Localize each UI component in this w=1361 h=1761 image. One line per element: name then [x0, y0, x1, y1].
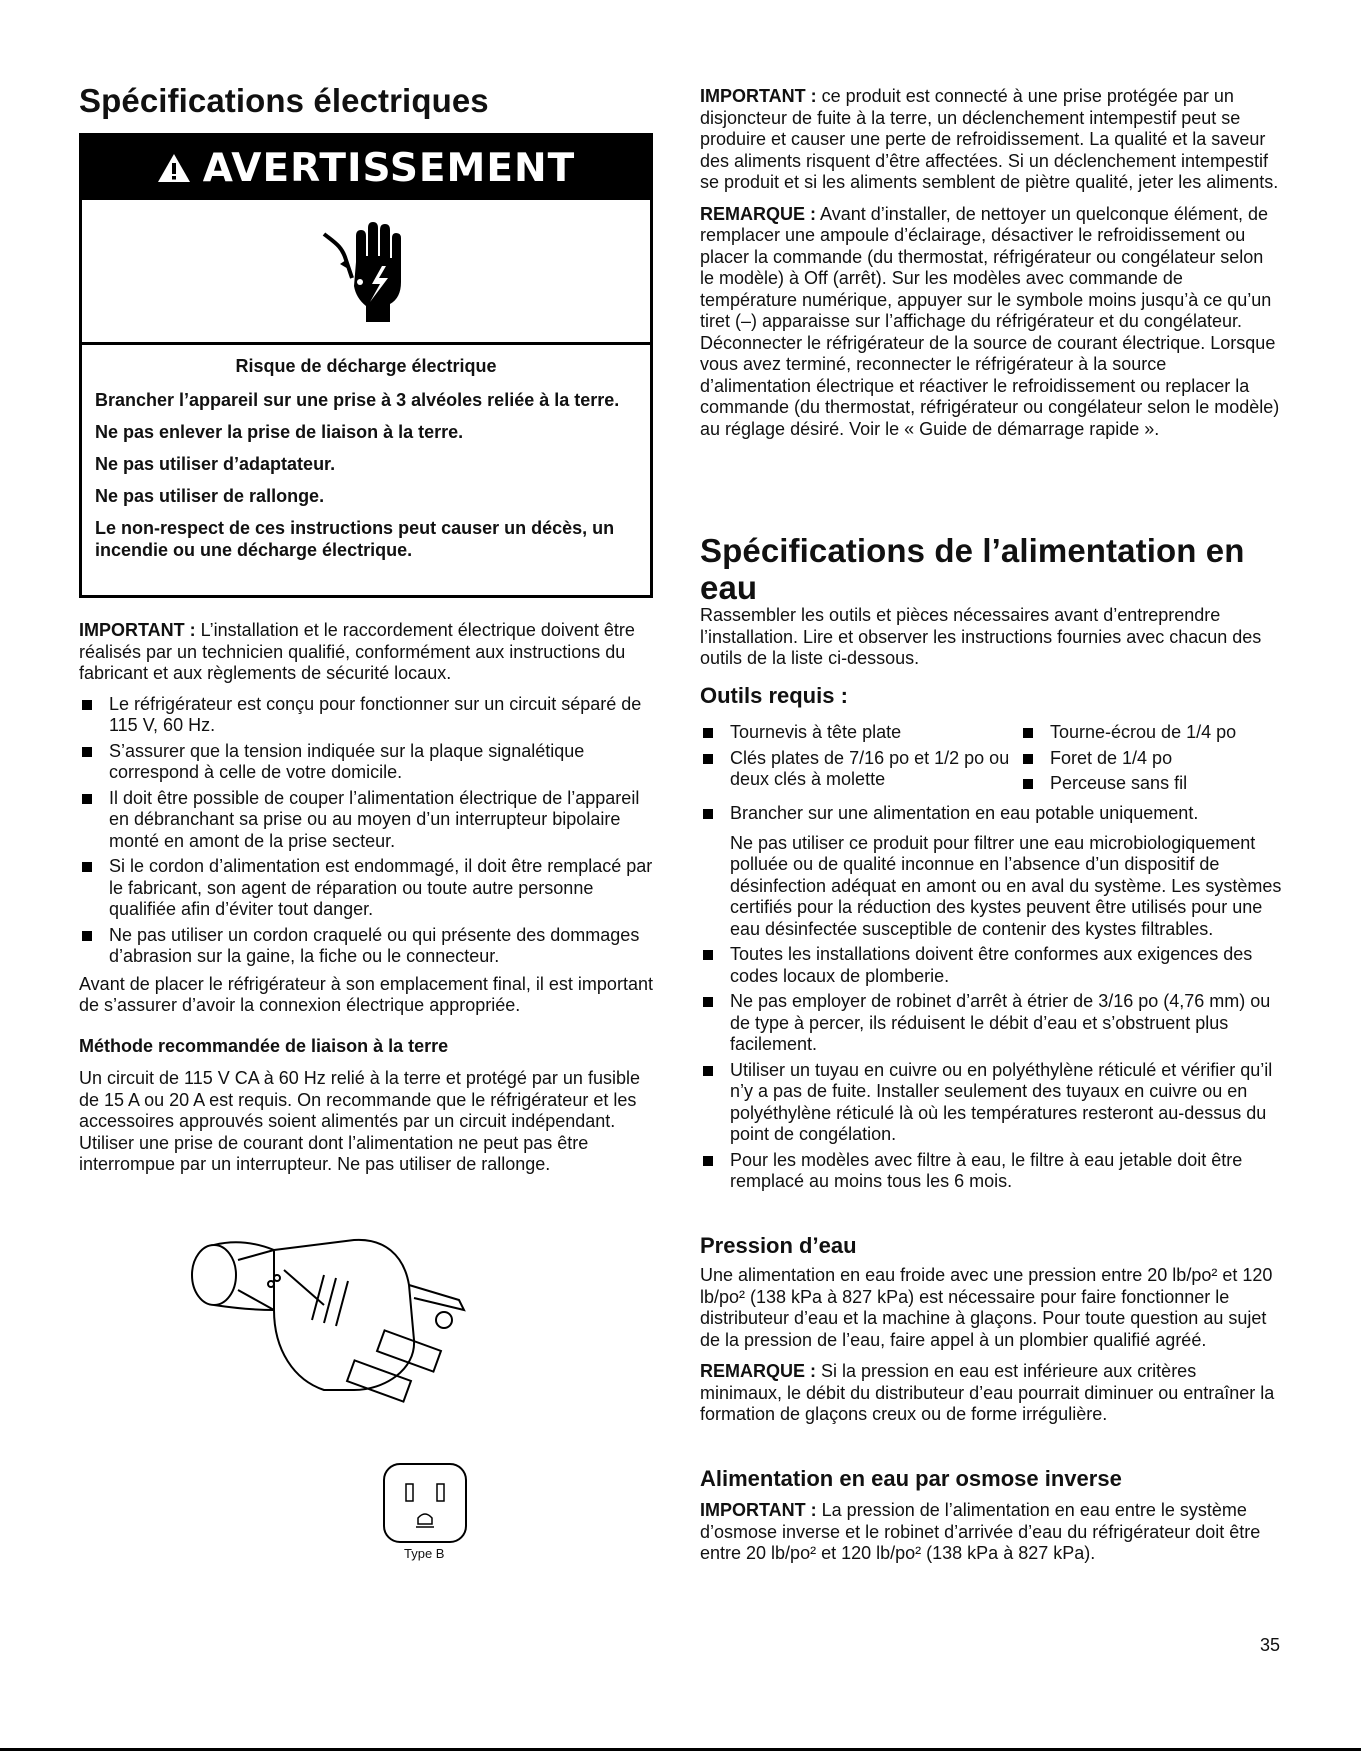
list-item: Tourne-écrou de 1/4 po	[1020, 722, 1282, 744]
warning-triangle-icon	[157, 153, 191, 183]
list-item: Si le cordon d’alimentation est endommagé, il doit être remplacé par le fabricant, son agent de réparation ou toute autre personne qualifiée afin d’éviter tout danger.	[79, 856, 657, 921]
water-bullet-list	[700, 803, 1282, 1197]
important-label: IMPORTANT :	[79, 620, 196, 640]
reverse-osmosis-paragraph	[700, 1500, 1270, 1565]
outlet-caption: Type B	[404, 1546, 445, 1561]
warning-header-text: AVERTISSEMENT	[202, 145, 576, 191]
list-item: Clés plates de 7/16 po et 1/2 po ou deux clés à molette	[700, 748, 1020, 791]
warning-text	[82, 345, 650, 561]
warning-line: Ne pas utiliser d’adaptateur.	[95, 454, 336, 474]
list-item: Foret de 1/4 po	[1020, 748, 1282, 770]
important-text: L’installation et le raccordement électrique doivent être réalisés par un technicien qualifié, conformément aux instructions du fabricant et aux règlements de sécurité locaux.	[79, 620, 635, 683]
warning-line: Ne pas enlever la prise de liaison à la terre.	[95, 422, 464, 442]
list-item: Perceuse sans fil	[1020, 773, 1282, 795]
pressure-body	[700, 1265, 1282, 1426]
page-number: 35	[1260, 1635, 1281, 1655]
warning-line: Brancher l’appareil sur une prise à 3 alvéoles reliée à la terre.	[95, 390, 620, 410]
list-item: Il doit être possible de couper l’alimentation électrique de l’appareil en débranchant sa prise ou au moyen d’un interrupteur bipolaire monté en amont de la prise secteur.	[79, 788, 657, 853]
list-item: Ne pas utiliser un cordon craquelé ou qui présente des dommages d’abrasion sur la gaine, la fiche ou le connecteur.	[79, 925, 657, 968]
pressure-remarque-paragraph	[700, 1361, 1282, 1426]
warning-header	[82, 136, 650, 200]
list-item: Tournevis à tête plate	[700, 722, 1020, 744]
remarque-label: REMARQUE :	[700, 1361, 816, 1381]
list-item: Pour les modèles avec filtre à eau, le filtre à eau jetable doit être remplacé au moins tous les 6 mois.	[700, 1150, 1282, 1193]
list-item-text: Brancher sur une alimentation en eau potable uniquement.	[730, 803, 1199, 823]
tools-column-1	[700, 722, 1020, 795]
electrical-bullet-list	[79, 694, 657, 968]
tools-title: Outils requis :	[700, 683, 848, 708]
hazard-symbol-area	[82, 200, 650, 345]
important-text: La pression de l’alimentation en eau entre le système d’osmose inverse et le robinet d’arrivée d’eau du réfrigérateur doit être entre 20 lb/po² et 120 lb/po² (138 kPa à 827 kPa).	[700, 1500, 1261, 1563]
outlet-type-b-icon	[382, 1462, 468, 1544]
pressure-title: Pression d’eau	[700, 1233, 857, 1258]
warning-line: Ne pas utiliser de rallonge.	[95, 486, 325, 506]
remarque-text: Si la pression en eau est inférieure aux critères minimaux, le débit du distributeur d’eau pourrait diminuer ou entraîner la formation de glaçons creux ou de forme irrégulière.	[700, 1361, 1275, 1424]
important-paragraph	[79, 620, 657, 685]
right-intro	[700, 86, 1282, 440]
important-label: IMPORTANT :	[700, 86, 817, 106]
list-item-subtext: Ne pas utiliser ce produit pour filtrer une eau microbiologiquement polluée ou de qualité inconnue en l’absence d’un dispositif de désinfection adéquat en amont ou en aval du système. Les systèmes certifiés pour la réduction des kystes peuvent être utilisés pour une eau désinfectée susceptible de contenir des kystes filtrables.	[730, 832, 1282, 939]
section-title-water: Spécifications de l’alimentation en eau	[700, 532, 1245, 606]
list-item	[700, 803, 1282, 940]
important-text: ce produit est connecté à une prise protégée par un disjoncteur de fuite à la terre, un déclenchement intempestif peut se produire et causer une perte de refroidissement. La qualité et la saveur des aliments risquent d’être affectées. Si un déclenchement intempestif se produit et si les aliments semblent de piètre qualité, jeter les aliments.	[700, 86, 1279, 192]
water-intro-paragraph: Rassembler les outils et pièces nécessaires avant d’entreprendre l’installation. Lire et observer les instructions fournies avec chacun des outils de la liste ci-dessous.	[700, 605, 1262, 668]
three-prong-plug-illustration	[174, 1230, 534, 1420]
electrical-body	[79, 620, 657, 1176]
important-gfci-paragraph	[700, 86, 1282, 194]
remarque-paragraph	[700, 204, 1282, 441]
method-paragraph: Un circuit de 115 V CA à 60 Hz relié à la terre et protégé par un fusible de 15 A ou 20 A est requis. On recommande que le réfrigérateur et les accessoires approuvés soient alimentés par un circuit indépendant. Utiliser une prise de courant dont l’alimentation ne peut pas être interrompue par un interrupteur. Ne pas utiliser de rallonge.	[79, 1068, 640, 1174]
page-bottom-rule	[0, 1748, 1361, 1751]
method-title: Méthode recommandée de liaison à la terre	[79, 1035, 449, 1056]
list-item: S’assurer que la tension indiquée sur la plaque signalétique correspond à celle de votre domicile.	[79, 741, 657, 784]
electric-shock-hand-icon	[316, 216, 416, 326]
remarque-label: REMARQUE :	[700, 203, 816, 224]
placement-paragraph: Avant de placer le réfrigérateur à son emplacement final, il est important de s’assurer d’avoir la connexion électrique appropriée.	[79, 973, 653, 1015]
warning-box	[79, 133, 653, 598]
risk-title: Risque de décharge électrique	[235, 356, 497, 376]
remarque-text: Avant d’installer, de nettoyer un quelconque élément, de remplacer une ampoule d’éclairage, désactiver le refroidissement ou placer la commande (du thermostat, réfrigérateur ou congélateur selon le modèle) à Off (arrêt). Sur les modèles avec commande de température numérique, appuyer sur le symbole moins jusqu’à ce qu’un tiret (–) apparaisse sur l’affichage du réfrigérateur et du congélateur. Déconnecter le réfrigérateur de la source de courant électrique. Lorsque vous avez terminé, reconnecter le réfrigérateur à la source d’alimentation électrique et réactiver le refroidissement ou replacer la commande (du thermostat, réfrigérateur ou congélateur selon le modèle) au réglage désiré. Voir le « Guide de démarrage rapide ».	[700, 203, 1280, 439]
important-label: IMPORTANT :	[700, 1500, 817, 1520]
tools-column-2	[1020, 722, 1282, 799]
section-title-electrical: Spécifications électriques	[79, 82, 489, 119]
list-item: Toutes les installations doivent être conformes aux exigences des codes locaux de plomberie.	[700, 944, 1282, 987]
list-item: Utiliser un tuyau en cuivre ou en polyéthylène réticulé et vérifier qu’il n’y a pas de fuite. Installer seulement des tuyaux en cuivre ou en polyéthylène réticulé là où les températures resteront au-dessus du point de congélation.	[700, 1060, 1282, 1146]
pressure-paragraph: Une alimentation en eau froide avec une pression entre 20 lb/po² et 120 lb/po² (138 kPa à 827 kPa) est nécessaire pour faire fonctionner le distributeur d’eau et la machine à glaçons. Pour toute question au sujet de la pression de l’eau, faire appel à un plombier qualifié agréé.	[700, 1265, 1273, 1350]
list-item: Le réfrigérateur est conçu pour fonctionner sur un circuit séparé de 115 V, 60 Hz.	[79, 694, 657, 737]
warning-line: Le non-respect de ces instructions peut causer un décès, un incendie ou une décharge électrique.	[95, 518, 615, 560]
list-item: Ne pas employer de robinet d’arrêt à étrier de 3/16 po (4,76 mm) ou de type à percer, ils réduisent le débit d’eau et s’obstruent plus facilement.	[700, 991, 1282, 1056]
reverse-osmosis-title: Alimentation en eau par osmose inverse	[700, 1466, 1122, 1491]
